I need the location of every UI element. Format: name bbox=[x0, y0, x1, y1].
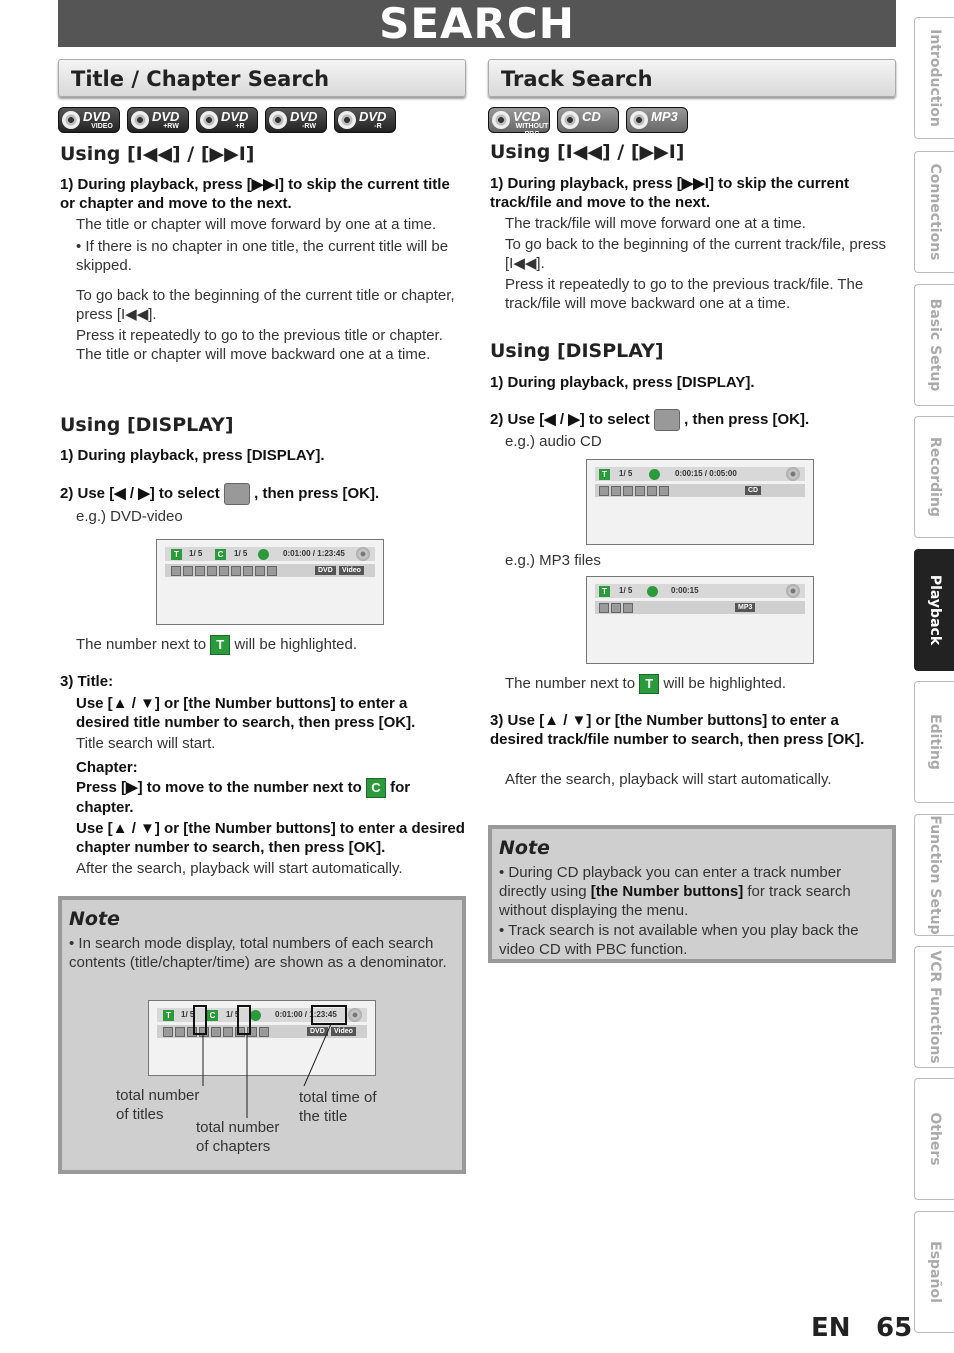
right-note-box bbox=[488, 825, 896, 963]
left-display-step1: 1) During playback, press [DISPLAY]. bbox=[60, 447, 325, 464]
search-icon bbox=[654, 409, 680, 431]
left-step1-text: The title or chapter will move forward by one at a time. bbox=[76, 216, 437, 233]
dvd-search-screen bbox=[156, 539, 384, 625]
track-icon: T bbox=[599, 586, 610, 597]
side-tab-label: VCR Functions bbox=[926, 950, 943, 1064]
section-heading-title-chapter-search: Title / Chapter Search bbox=[58, 59, 466, 97]
page-title: SEARCH bbox=[58, 0, 896, 47]
side-tab-label: Others bbox=[926, 1112, 943, 1166]
side-tab-recording[interactable] bbox=[914, 416, 954, 538]
dvd-minus-r-badge bbox=[334, 107, 396, 133]
disc-icon bbox=[492, 111, 510, 129]
disc-icon bbox=[338, 111, 356, 129]
disc-icon bbox=[200, 111, 218, 129]
callout-total-titles: total number of titles bbox=[116, 1087, 200, 1123]
badge-sublabel: -RW bbox=[302, 123, 316, 130]
right-display-step1: 1) During playback, press [DISPLAY]. bbox=[490, 374, 755, 391]
chapter-icon: C bbox=[366, 778, 386, 798]
note-title: Note bbox=[499, 837, 550, 859]
dvd-plus-rw-badge bbox=[127, 107, 189, 133]
screen-title-count: 1/ 5 bbox=[189, 549, 203, 558]
right-back-text: To go back to the beginning of the current track/file, press [I◀◀]. bbox=[505, 236, 887, 272]
setup-icons-row bbox=[599, 603, 633, 613]
right-step3-text: After the search, playback will start automatically. bbox=[505, 771, 832, 788]
cd-search-screen bbox=[586, 459, 814, 545]
side-tab-label: Basic Setup bbox=[926, 298, 943, 392]
subheading-using-display: Using [DISPLAY] bbox=[490, 340, 664, 362]
side-tab-editing[interactable] bbox=[914, 681, 954, 803]
screen-time: 0:00:15 / 0:05:00 bbox=[675, 469, 737, 478]
mp3-badge bbox=[626, 107, 688, 133]
footer-page-number: 65 bbox=[876, 1313, 913, 1343]
right-step3-instruction: 3) Use [▲ / ▼] or [the Number buttons] to enter a desired track/file number to search, then press [OK]. bbox=[490, 712, 865, 748]
left-highlight-note bbox=[76, 635, 357, 655]
subheading-using-display: Using [DISPLAY] bbox=[60, 414, 234, 436]
badge-sublabel: +RW bbox=[163, 123, 179, 130]
section-heading-track-search: Track Search bbox=[488, 59, 896, 97]
side-tab-playback[interactable] bbox=[914, 549, 954, 671]
title-icon: T bbox=[163, 1010, 174, 1021]
badge-label: CD bbox=[582, 109, 601, 124]
video-tag: Video bbox=[339, 566, 364, 575]
note-bullet-1-text-b: for track search without displaying the menu. bbox=[499, 883, 851, 919]
highlight-text-b: will be highlighted. bbox=[663, 675, 786, 692]
track-icon: T bbox=[599, 469, 610, 480]
badge-label: DVD bbox=[152, 109, 180, 124]
badge-label: VCD bbox=[513, 109, 541, 124]
chapter-move-text-b: for chapter. bbox=[76, 779, 411, 817]
chapter-icon: C bbox=[215, 549, 226, 560]
left-note-box bbox=[58, 896, 466, 1174]
step3-chapter-move bbox=[76, 778, 456, 817]
footer-language: EN bbox=[811, 1313, 851, 1343]
screen-chapter-count: 1/ 5 bbox=[226, 1010, 240, 1019]
left-repeat-text: Press it repeatedly to go to the previous title or chapter. The title or chapter will move backward one at a time. bbox=[76, 327, 443, 363]
badge-label: DVD bbox=[83, 109, 111, 124]
eg-dvd-label: e.g.) DVD-video bbox=[76, 508, 183, 525]
left-back-text: To go back to the beginning of the current title or chapter, press [I◀◀]. bbox=[76, 287, 455, 323]
side-tab-others[interactable] bbox=[914, 1078, 954, 1200]
step3-chapter-label: Chapter: bbox=[76, 759, 138, 776]
step2-text-a: 2) Use [◀ / ▶] to select bbox=[490, 410, 650, 428]
right-repeat-text: Press it repeatedly to go to the previous track/file. The track/file will move backward one at a time. bbox=[505, 276, 864, 312]
video-tag: Video bbox=[331, 1027, 356, 1036]
badge-label: MP3 bbox=[651, 109, 678, 124]
disc-icon bbox=[786, 467, 800, 481]
clock-icon bbox=[649, 469, 660, 480]
side-tab-vcr-functions[interactable] bbox=[914, 946, 954, 1068]
callout-total-time: total time of the title bbox=[299, 1089, 377, 1125]
dvd-tag: DVD bbox=[315, 566, 336, 575]
right-step1-instruction: 1) During playback, press [▶▶I] to skip the current track/file and move to the next. bbox=[490, 175, 849, 211]
side-tab-label: Introduction bbox=[926, 29, 943, 127]
vcd-badge bbox=[488, 107, 550, 138]
badge-label: DVD bbox=[290, 109, 318, 124]
right-format-badges bbox=[488, 107, 688, 138]
screen-time: 0:00:15 bbox=[671, 586, 699, 595]
disc-icon bbox=[269, 111, 287, 129]
cd-badge bbox=[557, 107, 619, 133]
disc-icon bbox=[62, 111, 80, 129]
side-tab-label: Connections bbox=[926, 163, 943, 261]
note-bullet-1-bold: [the Number buttons] bbox=[590, 883, 744, 900]
badge-sublabel: WITHOUT PBC bbox=[515, 123, 549, 138]
highlight-text-a: The number next to bbox=[76, 636, 207, 653]
side-tab-function-setup[interactable] bbox=[914, 814, 954, 936]
disc-icon bbox=[786, 584, 800, 598]
chapter-icon: C bbox=[207, 1010, 218, 1021]
callout-total-chapters: total number of chapters bbox=[196, 1119, 280, 1155]
step3-title-text: Title search will start. bbox=[76, 735, 216, 752]
screen-title-count: 1/ 5 bbox=[181, 1010, 195, 1019]
side-tab-basic-setup[interactable] bbox=[914, 284, 954, 406]
disc-icon bbox=[630, 111, 648, 129]
search-icon bbox=[224, 483, 250, 505]
eg-mp3-label: e.g.) MP3 files bbox=[505, 552, 601, 569]
highlight-text-b: will be highlighted. bbox=[234, 636, 357, 653]
left-format-badges bbox=[58, 107, 396, 133]
side-tab-label: Editing bbox=[926, 714, 943, 770]
step2-text-b: , then press [OK]. bbox=[684, 410, 810, 428]
highlight-text-a: The number next to bbox=[505, 675, 636, 692]
clock-icon bbox=[258, 549, 269, 560]
side-tab-espanol[interactable] bbox=[914, 1211, 954, 1333]
step3-title-instruction: Use [▲ / ▼] or [the Number buttons] to enter a desired title number to search, then press [OK]. bbox=[76, 695, 416, 731]
track-icon: T bbox=[639, 674, 659, 694]
setup-icons-row bbox=[171, 566, 277, 576]
screen-chapter-count: 1/ 5 bbox=[234, 549, 248, 558]
mp3-search-screen bbox=[586, 576, 814, 664]
step3-chapter-instruction: Use [▲ / ▼] or [the Number buttons] to enter a desired chapter number to search, then press [OK]. bbox=[76, 820, 465, 856]
note-bullet-1 bbox=[499, 863, 889, 920]
note-bullet-2: • Track search is not available when you play back the video CD with PBC function. bbox=[499, 922, 859, 958]
side-tab-label: Recording bbox=[926, 437, 943, 517]
screen-track-count: 1/ 5 bbox=[619, 586, 633, 595]
badge-label: DVD bbox=[221, 109, 249, 124]
disc-icon bbox=[561, 111, 579, 129]
step3-chapter-text: After the search, playback will start automatically. bbox=[76, 860, 403, 877]
cd-tag: CD bbox=[745, 486, 761, 495]
badge-sublabel: VIDEO bbox=[91, 123, 113, 130]
disc-icon bbox=[131, 111, 149, 129]
right-highlight-note bbox=[505, 674, 786, 694]
side-tab-label: Playback bbox=[926, 574, 943, 646]
note-text: • In search mode display, total numbers of each search contents (title/chapter/time) are shown as a denominator. bbox=[69, 935, 447, 971]
left-step1-bullet: • If there is no chapter in one title, the current title will be skipped. bbox=[76, 238, 449, 274]
right-display-step2 bbox=[490, 409, 809, 431]
dvd-tag: DVD bbox=[307, 1027, 328, 1036]
title-icon: T bbox=[171, 549, 182, 560]
screen-time: 0:01:00 / 1:23:45 bbox=[275, 1010, 337, 1019]
chapter-move-text-a: Press [▶] to move to the number next to bbox=[76, 779, 362, 796]
dvd-plus-r-badge bbox=[196, 107, 258, 133]
left-display-step2 bbox=[60, 483, 379, 505]
mp3-tag: MP3 bbox=[735, 603, 755, 612]
title-icon: T bbox=[210, 635, 230, 655]
side-tab-label: Español bbox=[926, 1241, 943, 1303]
note-bullet-1-text-a: • During CD playback you can enter a track number directly using bbox=[499, 864, 842, 900]
dvd-video-badge bbox=[58, 107, 120, 133]
right-step1-text: The track/file will move forward one at a time. bbox=[505, 215, 806, 232]
side-tab-connections[interactable] bbox=[914, 151, 954, 273]
badge-sublabel: +R bbox=[235, 123, 245, 130]
step2-text-a: 2) Use [◀ / ▶] to select bbox=[60, 484, 220, 502]
clock-icon bbox=[647, 586, 658, 597]
subheading-using-skip: Using [I◀◀] / [▶▶I] bbox=[490, 141, 685, 163]
dvd-minus-rw-badge bbox=[265, 107, 327, 133]
badge-label: DVD bbox=[359, 109, 387, 124]
side-tab-label: Function Setup bbox=[926, 815, 943, 935]
setup-icons-row bbox=[599, 486, 669, 496]
disc-icon bbox=[356, 547, 370, 561]
step3-title-label: 3) Title: bbox=[60, 673, 114, 690]
step2-text-b: , then press [OK]. bbox=[254, 484, 380, 502]
screen-track-count: 1/ 5 bbox=[619, 469, 633, 478]
badge-sublabel: -R bbox=[374, 123, 382, 130]
left-step1-instruction: 1) During playback, press [▶▶I] to skip the current title or chapter and move to the next. bbox=[60, 176, 450, 212]
eg-cd-label: e.g.) audio CD bbox=[505, 433, 602, 450]
side-tab-introduction[interactable] bbox=[914, 17, 954, 139]
note-title: Note bbox=[69, 908, 120, 930]
screen-time: 0:01:00 / 1:23:45 bbox=[283, 549, 345, 558]
subheading-using-skip: Using [I◀◀] / [▶▶I] bbox=[60, 143, 255, 165]
